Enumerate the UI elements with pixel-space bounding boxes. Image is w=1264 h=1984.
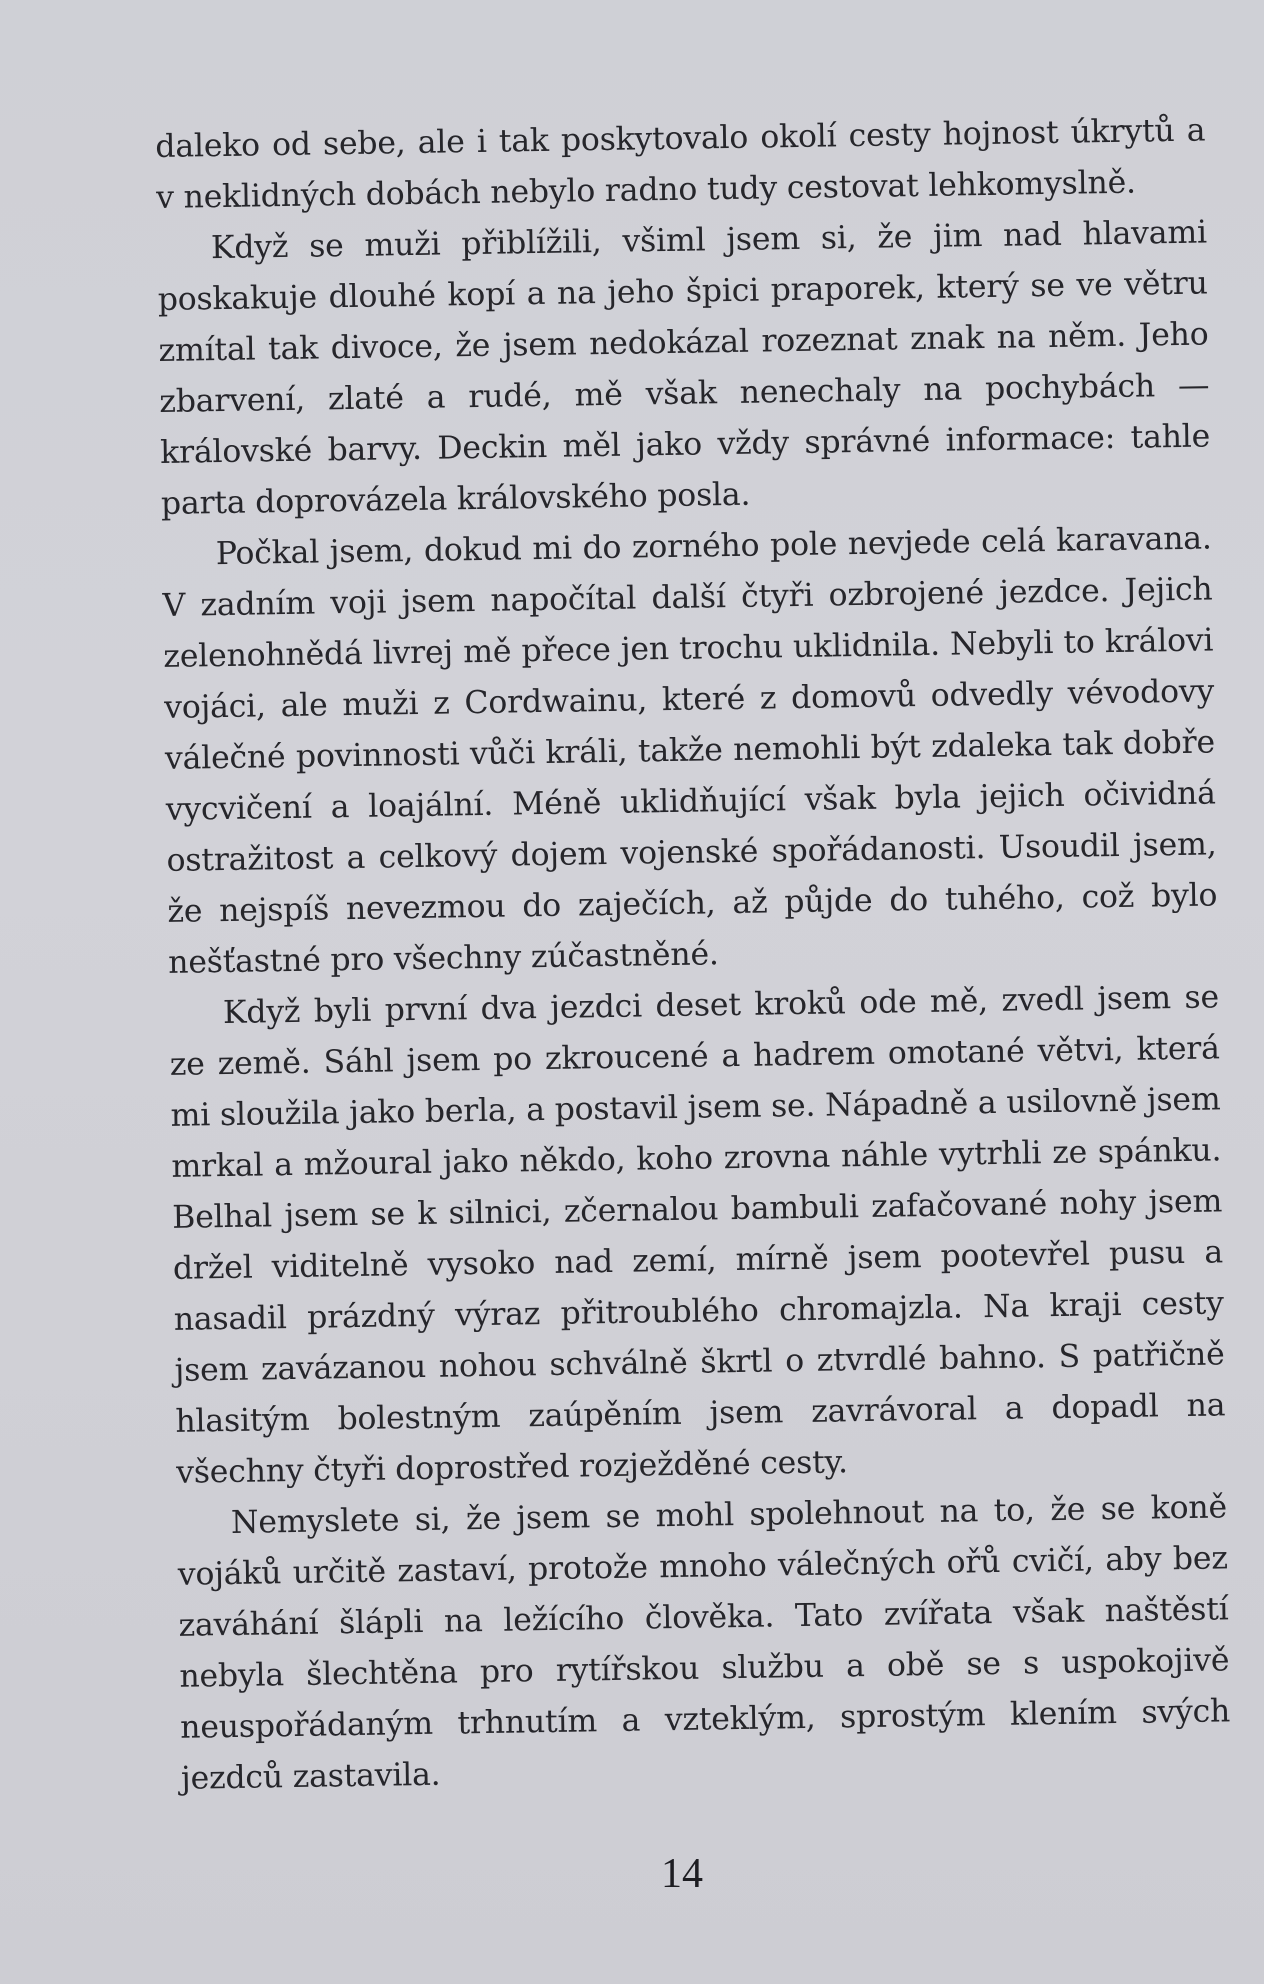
paragraph-3: Počkal jsem, dokud mi do zorného pole nevjede celá karavana. V zadním voji jsem napočítal další čtyři ozbrojené jezdce. Jejich zelenohnědá livrej mě přece jen trochu uklidnila. Nebyli to královi vojáci, ale muži z Cordwainu, které z domovů odvedly vévodovy válečné povinnosti vůči králi, takže nemohli být zdaleka tak dobře vycvičení a loajální. Méně uklidňující však byla jejich očividná ostražitost a celkový dojem vojenské spořádanosti. Usoudil jsem, že nejspíš nevezmou do zaječích, až půjde do tuhého, což bylo nešťastné pro všechny zúčastněné. [162,520,1218,981]
paragraph-2: Když se muži přiblížili, všiml jsem si, že jim nad hlavami poskakuje dlouhé kopí a na jeho špici praporek, který se ve větru zmítal tak divoce, že jsem nedokázal rozeznat znak na něm. Jeho zbarvení, zlaté a rudé, mě však nenechaly na pochybách — královské barvy. Deckin měl jako vždy správné informace: tahle parta doprovázela královského posla. [157,214,1211,522]
page-number: 14 [661,1851,703,1897]
paragraph-4: Když byli první dva jezdci deset kroků ode mě, zvedl jsem se ze země. Sáhl jsem po zkroucené a hadrem omotané větvi, která mi sloužila jako berla, a postavil jsem se. Nápadně a usilovně jsem mrkal a mžoural jako někdo, koho zrovna náhle vytrhli ze spánku. Belhal jsem se k silnici, zčernalou bambuli zafačované nohy jsem držel viditelně vysoko nad zemí, mírně jsem pootevřel pusu a nasadil prázdný výraz přitroublého chromajzla. Na kraji cesty jsem zavázanou nohou schválně škrtl o ztvrdlé bahno. S patřičně hlasitým bolestným zaúpěním jsem zavrávoral a dopadl na všechny čtyři doprostřed rozježděné cesty. [169,979,1226,1491]
paragraph-5: Nemyslete si, že jsem se mohl spolehnout na to, že se koně vojáků určitě zastaví, protože mnoho válečných ořů cvičí, aby bez zaváhání šlápli na ležícího člověka. Tato zvířata však naštěstí nebyla šlechtěna pro rytířskou službu a obě se s uspokojivě neuspořádaným trhnutím a vzteklým, sprostým klením svých jezdců zastavila. [177,1489,1231,1797]
paragraph-1: daleko od sebe, ale i tak poskytovalo okolí cesty hojnost úkrytů a v neklidných dobách nebylo radno tudy cestovat lehkomyslně. [155,112,1206,216]
body-text [155,106,1231,1805]
